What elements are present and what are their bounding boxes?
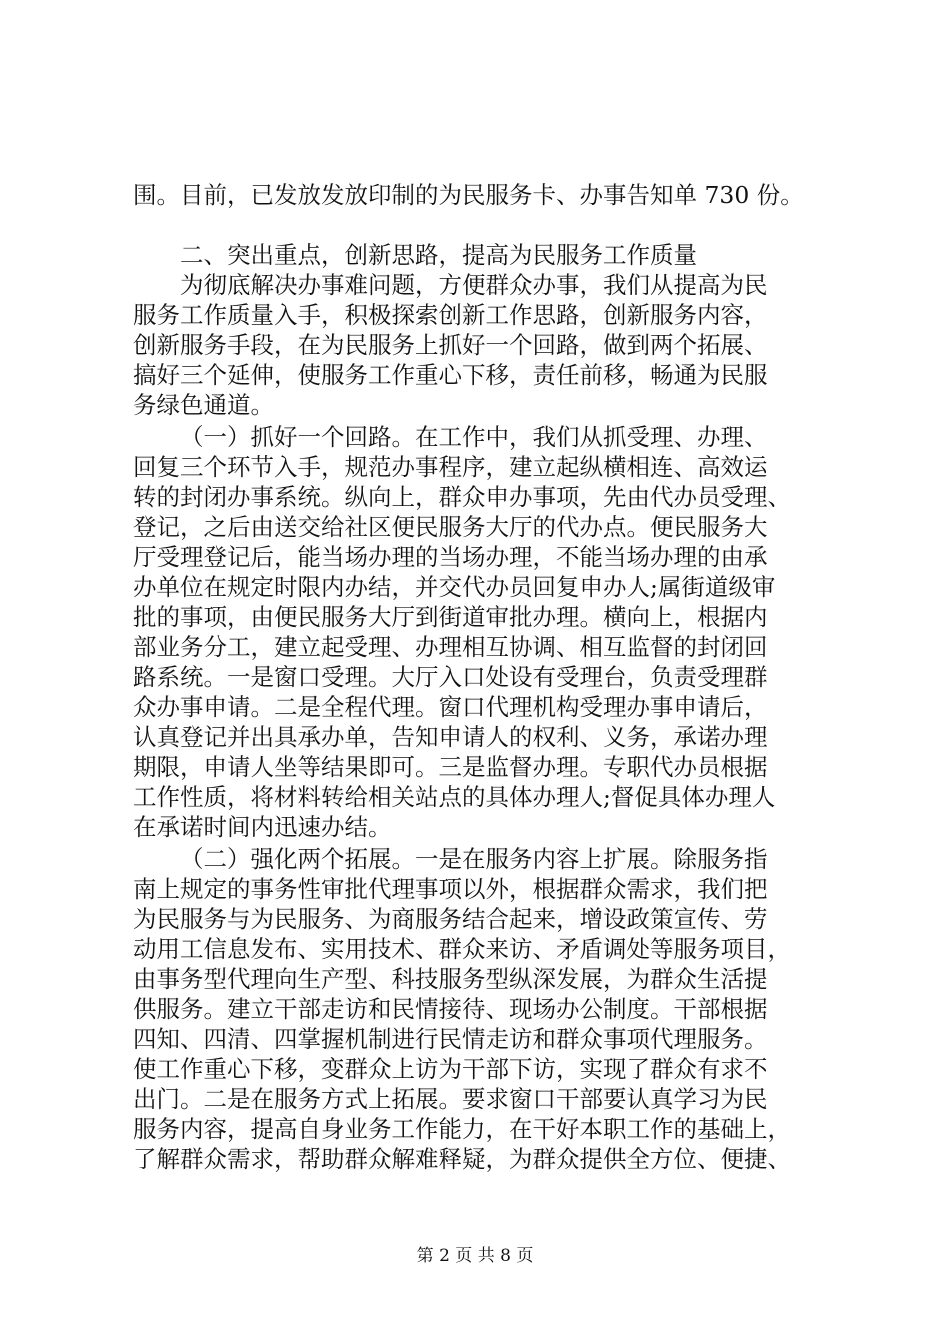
body-line: 工作性质，将材料转给相关站点的具体办理人;督促具体办理人 (133, 783, 776, 811)
body-line: 办单位在规定时限内办结，并交代办员回复申办人;属街道级审 (133, 573, 776, 601)
body-line: 在承诺时间内迅速办结。 (133, 813, 392, 841)
body-line: 为彻底解决办事难问题，方便群众办事，我们从提高为民 (180, 271, 768, 299)
body-line: 四知、四清、四掌握机制进行民情走访和群众事项代理服务。 (133, 1025, 768, 1053)
body-line: 登记，之后由送交给社区便民服务大厅的代办点。便民服务大 (133, 513, 768, 541)
body-line: 转的封闭办事系统。纵向上，群众申办事项，先由代办员受理、 (133, 483, 791, 511)
body-line: 期限，申请人坐等结果即可。三是监督办理。专职代办员根据 (133, 753, 768, 781)
body-line: 认真登记并出具承办单，告知申请人的权利、义务，承诺办理 (133, 723, 768, 751)
body-line: 务绿色通道。 (133, 391, 274, 419)
body-line: 南上规定的事务性审批代理事项以外，根据群众需求，我们把 (133, 875, 768, 903)
body-line: 路系统。一是窗口受理。大厅入口处设有受理台，负责受理群 (133, 663, 768, 691)
subsection-line: （一）抓好一个回路。在工作中，我们从抓受理、办理、 (180, 423, 768, 451)
body-line: 使工作重心下移，变群众上访为干部下访，实现了群众有求不 (133, 1055, 768, 1083)
body-line: 动用工信息发布、实用技术、群众来访、矛盾调处等服务项目， (133, 935, 791, 963)
body-line: 搞好三个延伸，使服务工作重心下移，责任前移，畅通为民服 (133, 361, 768, 389)
body-line: 为民服务与为民服务、为商服务结合起来，增设政策宣传、劳 (133, 905, 768, 933)
body-line: 众办事申请。二是全程代理。窗口代理机构受理办事申请后， (133, 693, 768, 721)
page-number: 第 2 页 共 8 页 (416, 1246, 534, 1266)
body-line: 回复三个环节入手，规范办事程序，建立起纵横相连、高效运 (133, 453, 768, 481)
body-line: 由事务型代理向生产型、科技服务型纵深发展，为群众生活提 (133, 965, 768, 993)
body-line: 围。目前，已发放发放印制的为民服务卡、办事告知单 730 份。 (133, 181, 804, 209)
body-line: 供服务。建立干部走访和民情接待、现场办公制度。干部根据 (133, 995, 768, 1023)
body-line: 批的事项，由便民服务大厅到街道审批办理。横向上，根据内 (133, 603, 768, 631)
body-line: 了解群众需求，帮助群众解难释疑，为群众提供全方位、便捷、 (133, 1145, 791, 1173)
body-line: 创新服务手段，在为民服务上抓好一个回路，做到两个拓展、 (133, 331, 768, 359)
body-line: 厅受理登记后，能当场办理的当场办理，不能当场办理的由承 (133, 543, 768, 571)
body-line: 服务工作质量入手，积极探索创新工作思路，创新服务内容， (133, 301, 768, 329)
subsection-line: （二）强化两个拓展。一是在服务内容上扩展。除服务指 (180, 845, 768, 873)
body-line: 服务内容，提高自身业务工作能力，在干好本职工作的基础上， (133, 1115, 791, 1143)
section-heading: 二、突出重点，创新思路，提高为民服务工作质量 (180, 241, 697, 269)
body-line: 出门。二是在服务方式上拓展。要求窗口干部要认真学习为民 (133, 1085, 768, 1113)
body-line: 部业务分工，建立起受理、办理相互协调、相互监督的封闭回 (133, 633, 768, 661)
